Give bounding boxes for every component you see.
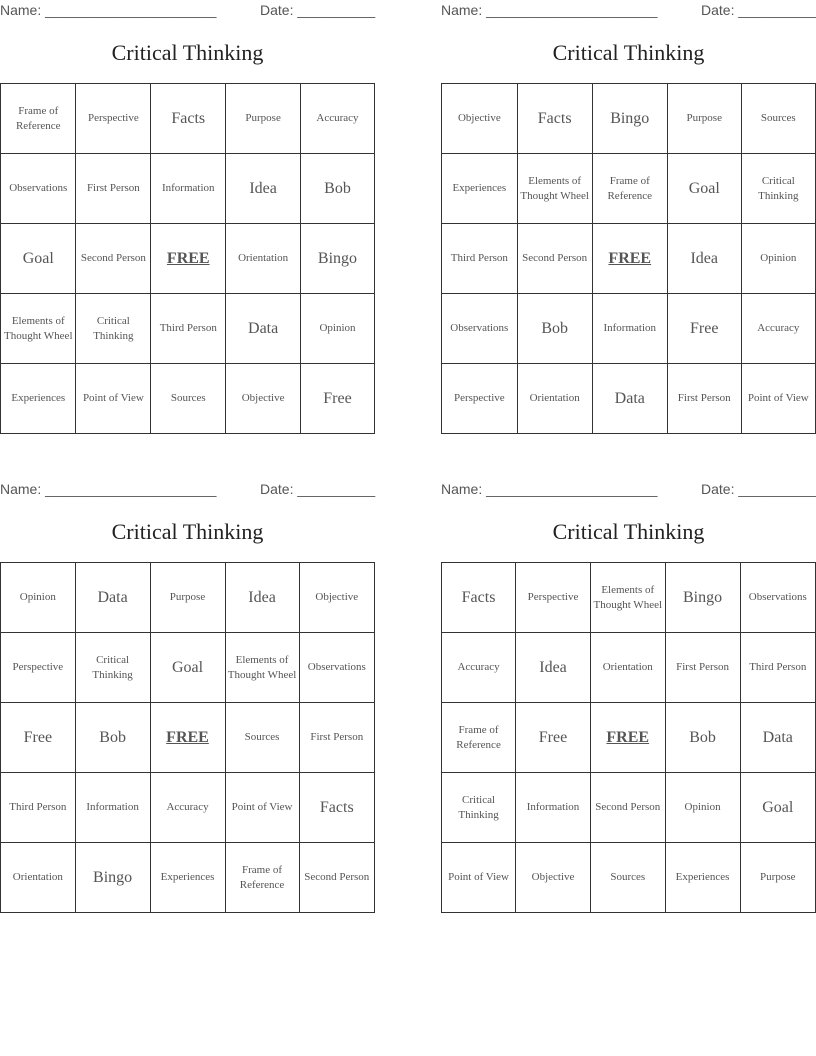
bingo-cell: Purpose: [226, 84, 301, 154]
bingo-cell: Frame of Reference: [592, 154, 667, 224]
bingo-cell: Critical Thinking: [75, 633, 150, 703]
bingo-cell: Opinion: [741, 224, 815, 294]
bingo-row: [1, 563, 375, 633]
bingo-grid: [0, 562, 375, 913]
bingo-row: [442, 703, 816, 773]
bingo-cell: Bob: [665, 703, 740, 773]
bingo-row: [442, 84, 816, 154]
bingo-cell: Goal: [150, 633, 225, 703]
bingo-cell: Point of View: [76, 364, 151, 434]
bingo-cell: Experiences: [442, 154, 518, 224]
bingo-cell: Goal: [1, 224, 76, 294]
free-space-cell: FREE: [150, 703, 225, 773]
bingo-cell: Free: [300, 364, 374, 434]
name-date-row: [0, 479, 375, 499]
name-field: Name: ______________________: [0, 481, 217, 497]
bingo-cell: Objective: [516, 843, 591, 913]
bingo-cell: Experiences: [665, 843, 740, 913]
bingo-row: [1, 84, 375, 154]
bingo-cell: Sources: [741, 84, 815, 154]
bingo-cell: Experiences: [1, 364, 76, 434]
bingo-cell: Information: [75, 773, 150, 843]
bingo-row: [442, 773, 816, 843]
bingo-cell: Accuracy: [150, 773, 225, 843]
bingo-cell: Purpose: [667, 84, 741, 154]
bingo-cell: Second Person: [590, 773, 665, 843]
bingo-row: [1, 703, 375, 773]
bingo-cell: Orientation: [517, 364, 592, 434]
bingo-cell: Facts: [299, 773, 374, 843]
bingo-cell: Third Person: [151, 294, 226, 364]
name-date-row: [441, 479, 816, 499]
bingo-cell: Free: [1, 703, 76, 773]
bingo-row: [442, 154, 816, 224]
bingo-cell: Frame of Reference: [225, 843, 299, 913]
bingo-cell: Accuracy: [442, 633, 516, 703]
bingo-cell: First Person: [667, 364, 741, 434]
bingo-cell: Free: [667, 294, 741, 364]
bingo-cell: Orientation: [226, 224, 301, 294]
bingo-cell: Accuracy: [741, 294, 815, 364]
date-field: Date: __________: [260, 2, 376, 18]
bingo-row: [442, 843, 816, 913]
bingo-cell: Point of View: [741, 364, 815, 434]
bingo-row: [442, 633, 816, 703]
bingo-cell: Bingo: [665, 563, 740, 633]
bingo-cell: Perspective: [76, 84, 151, 154]
bingo-cell: Idea: [225, 563, 299, 633]
bingo-cell: Experiences: [150, 843, 225, 913]
card-title: Critical Thinking: [111, 519, 264, 544]
bingo-cell: Goal: [740, 773, 815, 843]
bingo-cell: Third Person: [740, 633, 815, 703]
bingo-cell: Bob: [517, 294, 592, 364]
bingo-cell: Critical Thinking: [442, 773, 516, 843]
bingo-cell: Accuracy: [300, 84, 374, 154]
bingo-row: [1, 224, 375, 294]
bingo-cell: Information: [151, 154, 226, 224]
card-title: Critical Thinking: [111, 40, 264, 65]
bingo-cell: Data: [75, 563, 150, 633]
name-field: Name: ______________________: [0, 2, 217, 18]
bingo-cell: Orientation: [1, 843, 76, 913]
bingo-cell: Observations: [442, 294, 518, 364]
bingo-row: [1, 633, 375, 703]
bingo-cell: Idea: [667, 224, 741, 294]
bingo-cell: Second Person: [299, 843, 374, 913]
bingo-cell: Third Person: [1, 773, 76, 843]
bingo-cell: Facts: [517, 84, 592, 154]
bingo-row: [1, 773, 375, 843]
bingo-cell: Frame of Reference: [442, 703, 516, 773]
bingo-cell: Critical Thinking: [76, 294, 151, 364]
bingo-cell: Data: [592, 364, 667, 434]
name-date-row: [0, 0, 375, 20]
bingo-cell: Elements of Thought Wheel: [517, 154, 592, 224]
bingo-row: [1, 154, 375, 224]
bingo-cell: Third Person: [442, 224, 518, 294]
bingo-cell: Purpose: [150, 563, 225, 633]
bingo-cell: Information: [516, 773, 591, 843]
bingo-cell: Sources: [225, 703, 299, 773]
bingo-row: [442, 224, 816, 294]
bingo-cell: Elements of Thought Wheel: [225, 633, 299, 703]
bingo-cell: Second Person: [517, 224, 592, 294]
bingo-row: [442, 294, 816, 364]
bingo-cell: Opinion: [665, 773, 740, 843]
bingo-cell: Critical Thinking: [741, 154, 815, 224]
bingo-cell: Idea: [226, 154, 301, 224]
bingo-cell: Sources: [151, 364, 226, 434]
bingo-cell: Data: [226, 294, 301, 364]
bingo-cell: Bingo: [75, 843, 150, 913]
bingo-cell: Objective: [299, 563, 374, 633]
card-title: Critical Thinking: [552, 519, 705, 544]
date-field: Date: __________: [260, 481, 376, 497]
bingo-grid: [441, 83, 816, 434]
bingo-cell: Free: [516, 703, 591, 773]
name-date-row: [441, 0, 816, 20]
bingo-row: [1, 364, 375, 434]
bingo-row: [1, 843, 375, 913]
bingo-cell: Observations: [1, 154, 76, 224]
bingo-cell: Second Person: [76, 224, 151, 294]
bingo-cell: Observations: [740, 563, 815, 633]
bingo-row: [442, 364, 816, 434]
name-field: Name: ______________________: [441, 481, 658, 497]
bingo-cell: First Person: [299, 703, 374, 773]
bingo-cell: Goal: [667, 154, 741, 224]
bingo-cell: Point of View: [442, 843, 516, 913]
bingo-cell: Opinion: [1, 563, 76, 633]
bingo-cell: Elements of Thought Wheel: [1, 294, 76, 364]
bingo-cell: Frame of Reference: [1, 84, 76, 154]
bingo-cell: Bob: [300, 154, 374, 224]
bingo-cell: Perspective: [516, 563, 591, 633]
free-space-cell: FREE: [592, 224, 667, 294]
bingo-cell: Purpose: [740, 843, 815, 913]
bingo-cell: Perspective: [1, 633, 76, 703]
bingo-cell: Orientation: [590, 633, 665, 703]
card-title: Critical Thinking: [552, 40, 705, 65]
bingo-cell: Objective: [442, 84, 518, 154]
free-space-cell: FREE: [590, 703, 665, 773]
bingo-cell: Facts: [151, 84, 226, 154]
free-space-cell: FREE: [151, 224, 226, 294]
bingo-cell: First Person: [665, 633, 740, 703]
bingo-cell: Perspective: [442, 364, 518, 434]
bingo-cell: Data: [740, 703, 815, 773]
date-field: Date: __________: [701, 481, 816, 497]
bingo-cell: Sources: [590, 843, 665, 913]
date-field: Date: __________: [701, 2, 816, 18]
name-field: Name: ______________________: [441, 2, 658, 18]
bingo-cell: Information: [592, 294, 667, 364]
bingo-row: [1, 294, 375, 364]
bingo-cell: Elements of Thought Wheel: [590, 563, 665, 633]
bingo-cell: Bob: [75, 703, 150, 773]
bingo-cell: First Person: [76, 154, 151, 224]
bingo-cell: Bingo: [300, 224, 374, 294]
bingo-cell: Facts: [442, 563, 516, 633]
bingo-cell: Point of View: [225, 773, 299, 843]
bingo-cell: Idea: [516, 633, 591, 703]
bingo-cell: Opinion: [300, 294, 374, 364]
bingo-cell: Observations: [299, 633, 374, 703]
bingo-row: [442, 563, 816, 633]
bingo-cell: Objective: [226, 364, 301, 434]
bingo-cell: Bingo: [592, 84, 667, 154]
bingo-grid: [441, 562, 816, 913]
bingo-grid: [0, 83, 375, 434]
